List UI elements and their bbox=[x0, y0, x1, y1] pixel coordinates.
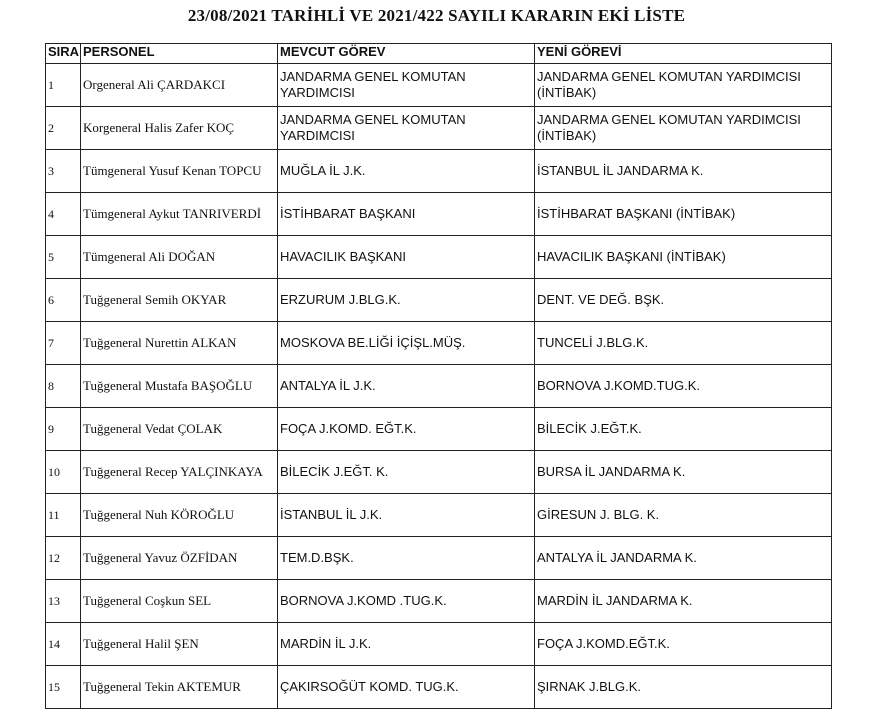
personnel-name: Tuğgeneral Recep YALÇINKAYA bbox=[81, 451, 278, 494]
table-row bbox=[46, 365, 832, 408]
table-row bbox=[46, 150, 832, 193]
row-number: 7 bbox=[46, 322, 81, 365]
table-row bbox=[46, 623, 832, 666]
new-duty: HAVACILIK BAŞKANI (İNTİBAK) bbox=[535, 236, 832, 279]
row-number: 9 bbox=[46, 408, 81, 451]
row-number: 4 bbox=[46, 193, 81, 236]
personnel-name: Tuğgeneral Tekin AKTEMUR bbox=[81, 666, 278, 709]
personnel-name: Tuğgeneral Halil ŞEN bbox=[81, 623, 278, 666]
table-body bbox=[46, 64, 832, 709]
current-duty: FOÇA J.KOMD. EĞT.K. bbox=[278, 408, 535, 451]
table-row bbox=[46, 408, 832, 451]
table-header-row bbox=[46, 44, 832, 64]
current-duty: BORNOVA J.KOMD .TUG.K. bbox=[278, 580, 535, 623]
row-number: 12 bbox=[46, 537, 81, 580]
current-duty: İSTANBUL İL J.K. bbox=[278, 494, 535, 537]
table-row bbox=[46, 451, 832, 494]
current-duty: HAVACILIK BAŞKANI bbox=[278, 236, 535, 279]
row-number: 2 bbox=[46, 107, 81, 150]
new-duty: FOÇA J.KOMD.EĞT.K. bbox=[535, 623, 832, 666]
new-duty: İSTANBUL İL JANDARMA K. bbox=[535, 150, 832, 193]
personnel-name: Tümgeneral Aykut TANRIVERDİ bbox=[81, 193, 278, 236]
personnel-name: Tuğgeneral Semih OKYAR bbox=[81, 279, 278, 322]
current-duty: MARDİN İL J.K. bbox=[278, 623, 535, 666]
new-duty: JANDARMA GENEL KOMUTAN YARDIMCISI (İNTİBAK) bbox=[535, 64, 832, 107]
table-row bbox=[46, 580, 832, 623]
column-header-yeni-gorevi: YENİ GÖREVİ bbox=[535, 44, 832, 64]
current-duty: ANTALYA İL J.K. bbox=[278, 365, 535, 408]
table-row bbox=[46, 666, 832, 709]
new-duty: ANTALYA İL JANDARMA K. bbox=[535, 537, 832, 580]
personnel-name: Tuğgeneral Coşkun SEL bbox=[81, 580, 278, 623]
personnel-name: Tuğgeneral Nuh KÖROĞLU bbox=[81, 494, 278, 537]
new-duty: BURSA İL JANDARMA K. bbox=[535, 451, 832, 494]
row-number: 13 bbox=[46, 580, 81, 623]
personnel-name: Tuğgeneral Vedat ÇOLAK bbox=[81, 408, 278, 451]
current-duty: TEM.D.BŞK. bbox=[278, 537, 535, 580]
current-duty: İSTİHBARAT BAŞKANI bbox=[278, 193, 535, 236]
current-duty: JANDARMA GENEL KOMUTAN YARDIMCISI bbox=[278, 64, 535, 107]
row-number: 1 bbox=[46, 64, 81, 107]
table-row bbox=[46, 494, 832, 537]
column-header-personel: PERSONEL bbox=[81, 44, 278, 64]
row-number: 3 bbox=[46, 150, 81, 193]
current-duty: MUĞLA İL J.K. bbox=[278, 150, 535, 193]
current-duty: JANDARMA GENEL KOMUTAN YARDIMCISI bbox=[278, 107, 535, 150]
current-duty: ÇAKIRSOĞÜT KOMD. TUG.K. bbox=[278, 666, 535, 709]
new-duty: İSTİHBARAT BAŞKANI (İNTİBAK) bbox=[535, 193, 832, 236]
row-number: 11 bbox=[46, 494, 81, 537]
personnel-name: Korgeneral Halis Zafer KOÇ bbox=[81, 107, 278, 150]
table-row bbox=[46, 322, 832, 365]
row-number: 10 bbox=[46, 451, 81, 494]
table-row bbox=[46, 279, 832, 322]
table-row bbox=[46, 236, 832, 279]
new-duty: BİLECİK J.EĞT.K. bbox=[535, 408, 832, 451]
table-row bbox=[46, 537, 832, 580]
new-duty: JANDARMA GENEL KOMUTAN YARDIMCISI (İNTİBAK) bbox=[535, 107, 832, 150]
column-header-mevcut-gorev: MEVCUT GÖREV bbox=[278, 44, 535, 64]
row-number: 15 bbox=[46, 666, 81, 709]
new-duty: BORNOVA J.KOMD.TUG.K. bbox=[535, 365, 832, 408]
new-duty: DENT. VE DEĞ. BŞK. bbox=[535, 279, 832, 322]
personnel-table bbox=[45, 43, 832, 709]
table-row bbox=[46, 107, 832, 150]
current-duty: ERZURUM J.BLG.K. bbox=[278, 279, 535, 322]
personnel-name: Tümgeneral Ali DOĞAN bbox=[81, 236, 278, 279]
row-number: 8 bbox=[46, 365, 81, 408]
personnel-name: Tümgeneral Yusuf Kenan TOPCU bbox=[81, 150, 278, 193]
new-duty: GİRESUN J. BLG. K. bbox=[535, 494, 832, 537]
row-number: 5 bbox=[46, 236, 81, 279]
table-row bbox=[46, 193, 832, 236]
page-title: 23/08/2021 TARİHLİ VE 2021/422 SAYILI KARARIN EKİ LİSTE bbox=[187, 6, 686, 25]
row-number: 14 bbox=[46, 623, 81, 666]
column-header-sira: SIRA bbox=[46, 44, 81, 64]
new-duty: MARDİN İL JANDARMA K. bbox=[535, 580, 832, 623]
current-duty: MOSKOVA BE.LİĞİ İÇİŞL.MÜŞ. bbox=[278, 322, 535, 365]
row-number: 6 bbox=[46, 279, 81, 322]
personnel-name: Tuğgeneral Nurettin ALKAN bbox=[81, 322, 278, 365]
current-duty: BİLECİK J.EĞT. K. bbox=[278, 451, 535, 494]
new-duty: TUNCELİ J.BLG.K. bbox=[535, 322, 832, 365]
table-row bbox=[46, 64, 832, 107]
personnel-name: Orgeneral Ali ÇARDAKCI bbox=[81, 64, 278, 107]
new-duty: ŞIRNAK J.BLG.K. bbox=[535, 666, 832, 709]
personnel-name: Tuğgeneral Mustafa BAŞOĞLU bbox=[81, 365, 278, 408]
personnel-name: Tuğgeneral Yavuz ÖZFİDAN bbox=[81, 537, 278, 580]
